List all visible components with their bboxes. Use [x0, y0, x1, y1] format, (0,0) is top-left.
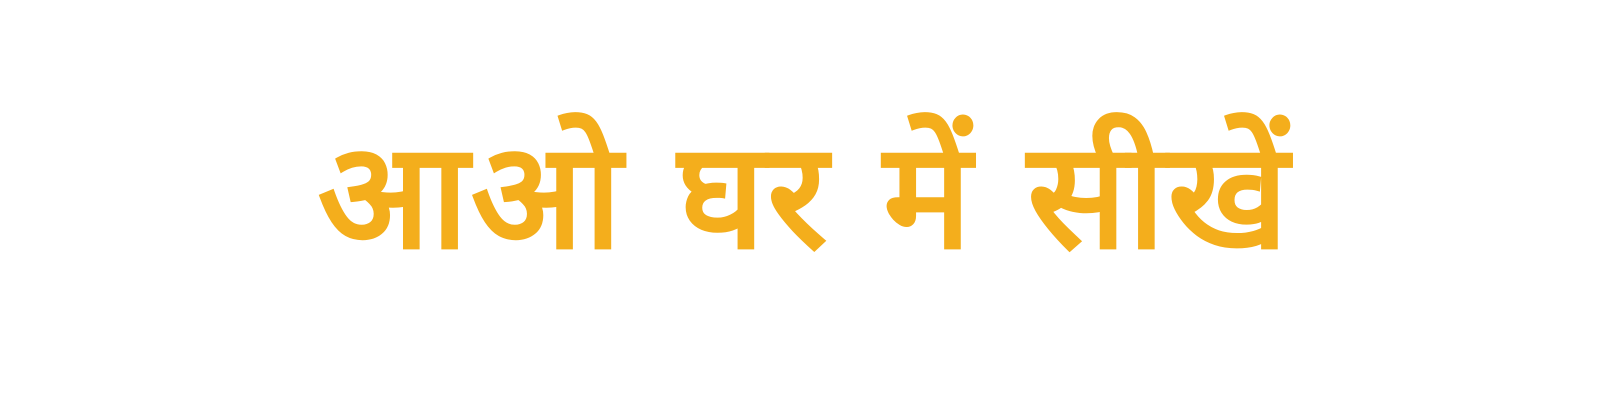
hindi-headline: आओ घर में सीखें	[317, 110, 1291, 283]
